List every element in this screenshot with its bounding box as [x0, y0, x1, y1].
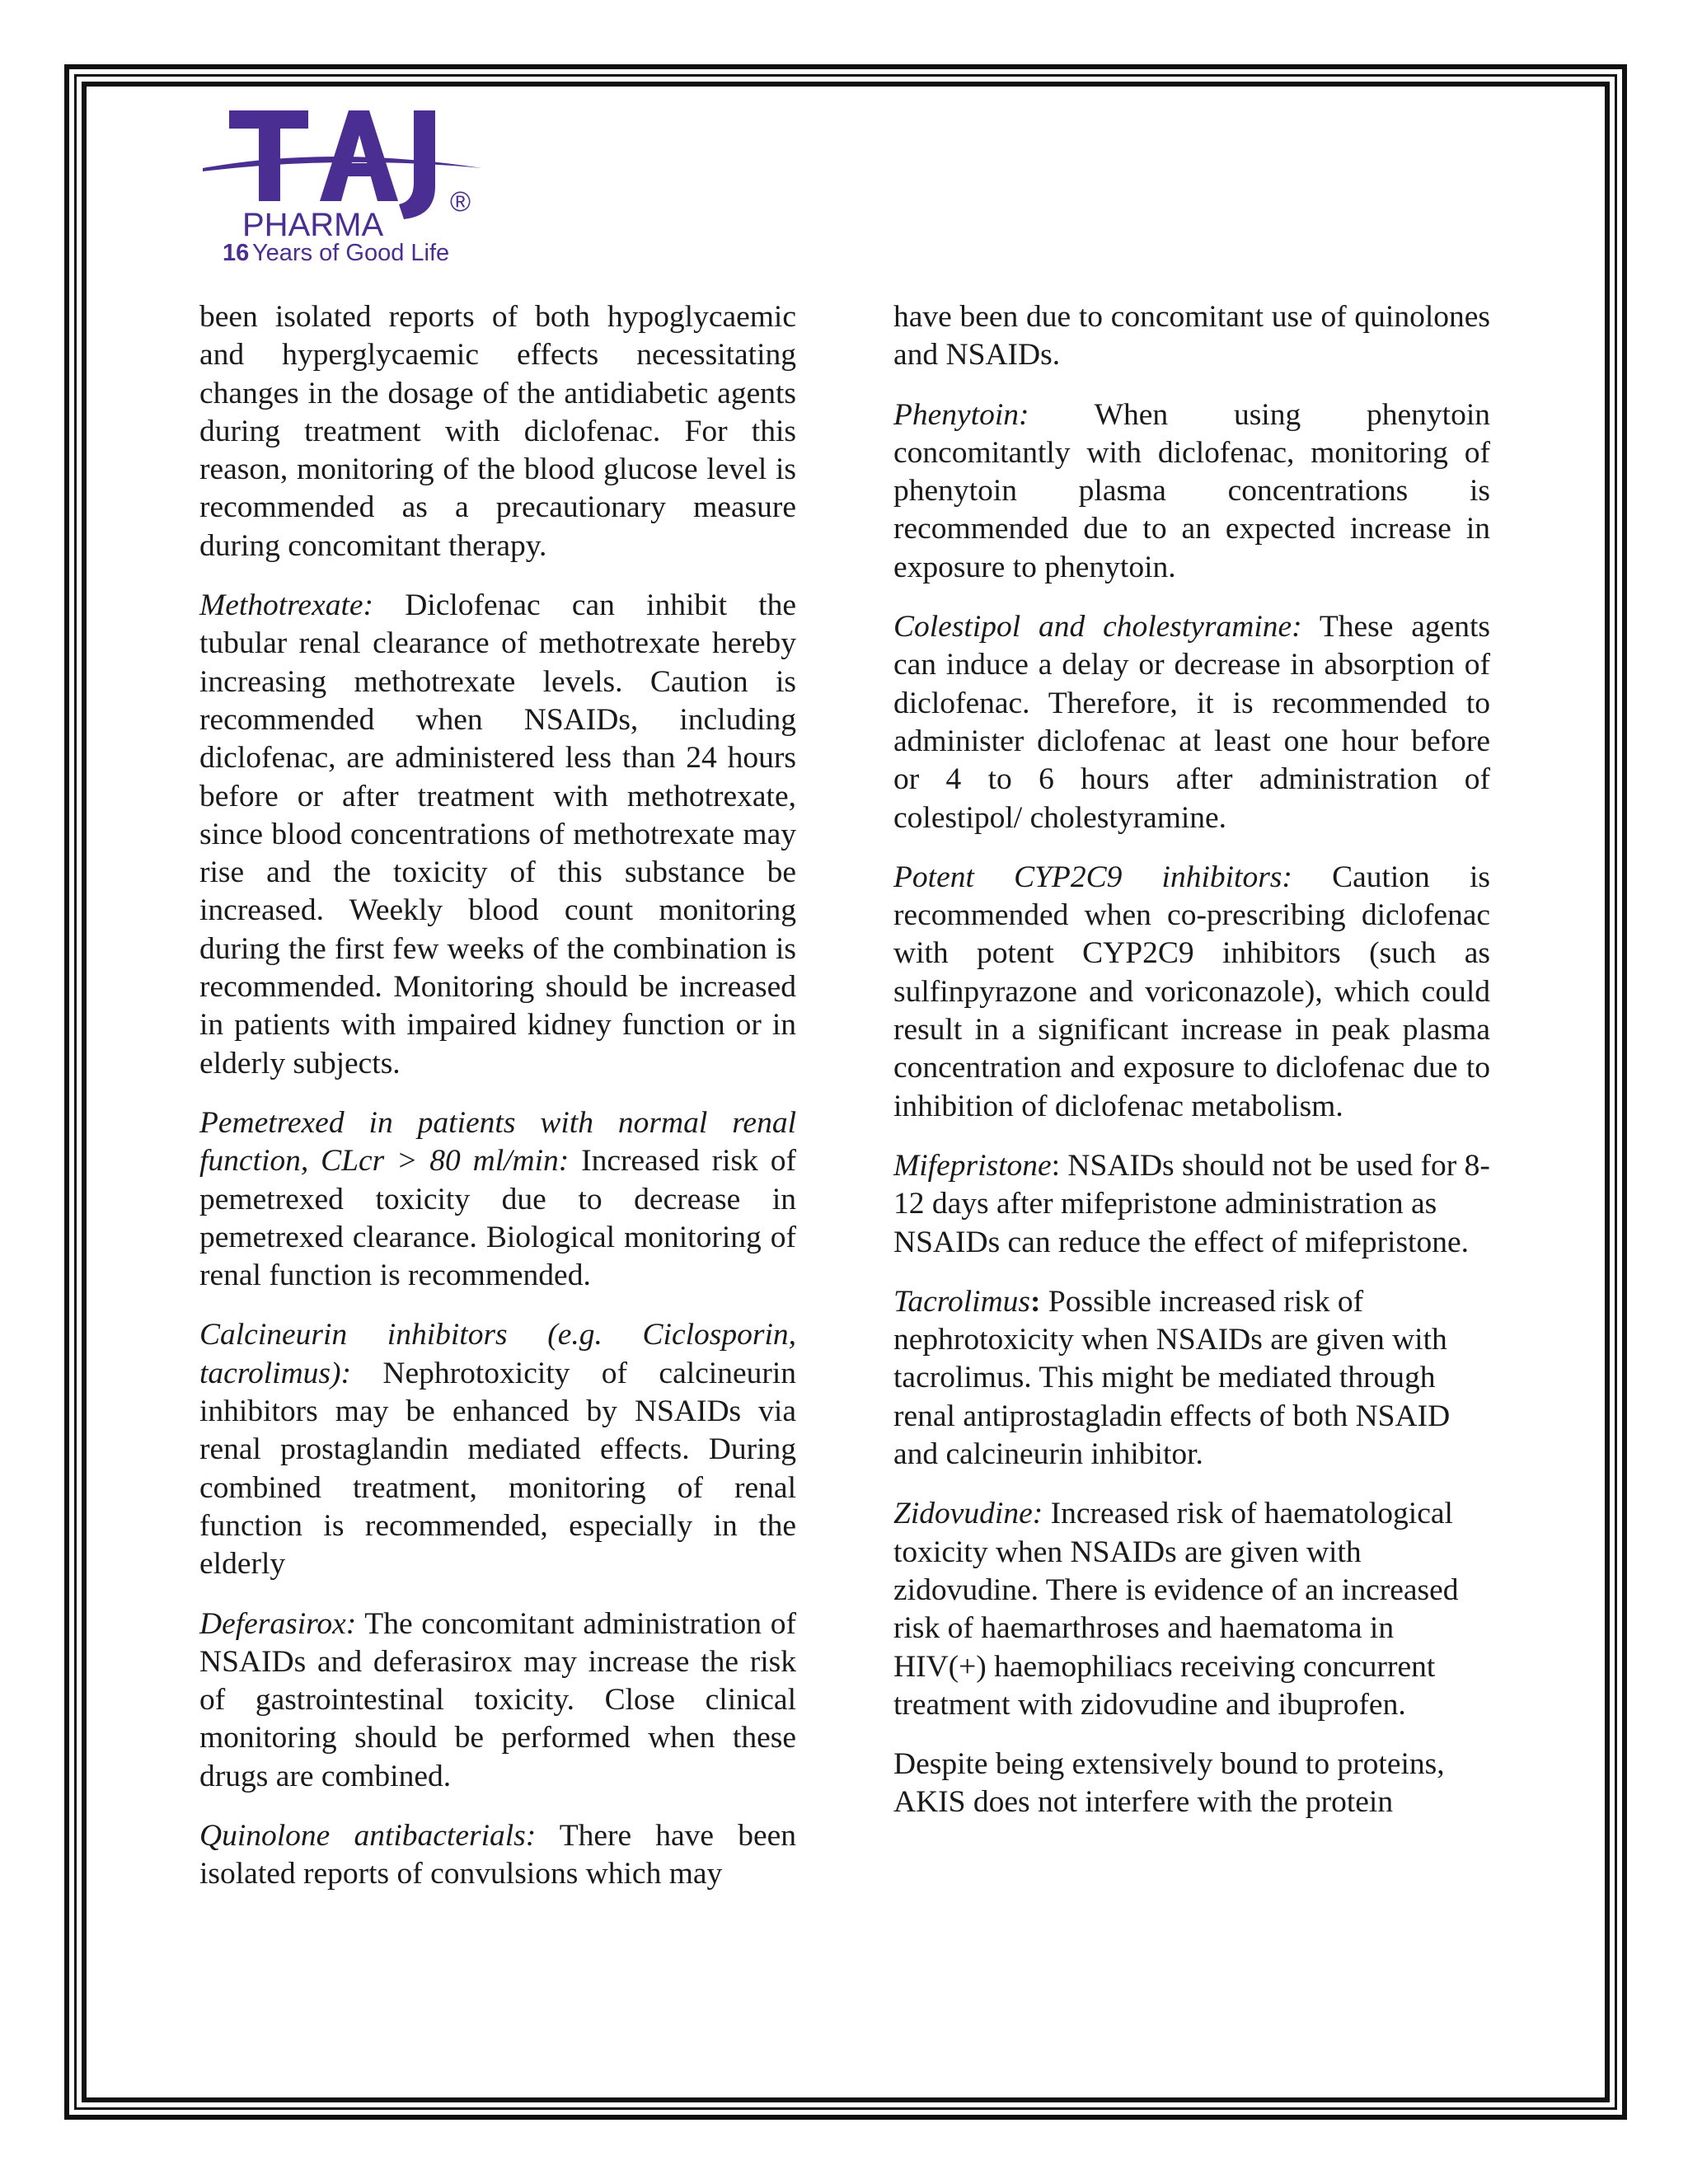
paragraph-zidovudine: Zidovudine: Increased risk of haematological toxicity when NSAIDs are given with zidovudine. There is evidence of an increased risk of haemarthroses and haematoma in HIV(+) haemophiliacs receiving concurrent treatment with zidovudine and ibuprofen. — [893, 1497, 1459, 1722]
term-deferasirox: Deferasirox: — [199, 1606, 357, 1641]
logo-tagline-text: Years of Good Life — [252, 240, 450, 265]
term-colestipol: Colestipol and cholestyramine: — [893, 610, 1302, 644]
term-mifepristone: Mifepristone — [893, 1148, 1052, 1183]
term-zidovudine: Zidovudine: — [893, 1497, 1043, 1531]
paragraph-colestipol: Colestipol and cholestyramine: These agents can induce a delay or decrease in absorption of diclofenac. Therefore, it is recommended to administer diclofenac at least one hour before or 4 to 6 hours after administration of colestipol/ cholestyramine. — [893, 610, 1490, 835]
taj-pharma-logo — [198, 104, 511, 265]
logo-registered-mark: ® — [450, 186, 471, 218]
tacrolimus-colon: : — [1030, 1284, 1041, 1319]
term-cyp2c9: Potent CYP2C9 inhibitors: — [893, 860, 1292, 894]
logo-pharma-text: PHARMA — [242, 207, 384, 243]
paragraph-cyp2c9: Potent CYP2C9 inhibitors: Caution is recommended when co-prescribing diclofenac with potent CYP2C9 inhibitors (such as sulfinpyrazone and voriconazole), which could result in a significant increase in peak plasma concentration and exposure to diclofenac due to inhibition of diclofenac metabolism. — [893, 860, 1490, 1123]
term-quinolone: Quinolone antibacterials: — [199, 1818, 537, 1853]
paragraph-protein-binding: Despite being extensively bound to proteins, AKIS does not interfere with the protein — [893, 1747, 1445, 1820]
paragraph-phenytoin: Phenytoin: When using phenytoin concomitantly with diclofenac, monitoring of phenytoin plasma concentrations is recommended due to an expected increase in exposure to phenytoin. — [893, 397, 1490, 584]
paragraph-glycaemic: been isolated reports of both hypoglycaemic and hyperglycaemic effects necessitating changes in the dosage of the antidiabetic agents during treatment with diclofenac. For this reason, monitoring of the blood glucose level is recommended as a precautionary measure during concomitant therapy. — [199, 300, 796, 563]
term-tacrolimus: Tacrolimus — [893, 1284, 1031, 1319]
paragraph-mifepristone: Mifepristone: NSAIDs should not be used for 8-12 days after mifepristone administration as NSAIDs can reduce the effect of mifepristone. — [893, 1148, 1490, 1259]
paragraph-quinolone-cont: have been due to concomitant use of quinolones and NSAIDs. — [893, 300, 1490, 373]
right-column — [893, 298, 1490, 1844]
term-pemetrexed: Pemetrexed in patients with normal renal function, CLcr > 80 ml/min: — [199, 1105, 796, 1179]
left-column — [199, 298, 796, 1915]
term-methotrexate: Methotrexate: — [199, 588, 374, 623]
paragraph-methotrexate: Methotrexate: Diclofenac can inhibit the tubular renal clearance of methotrexate hereby increasing methotrexate levels. Caution is recommended when NSAIDs, including diclofenac, are administered less than 24 hours before or after treatment with methotrexate, since blood concentrations of methotrexate may rise and the toxicity of this substance be increased. Weekly blood count monitoring during the first few weeks of the combination is recommended. Monitoring should be increased in patients with impaired kidney function or in elderly subjects. — [199, 588, 796, 1080]
paragraph-tacrolimus: Tacrolimus: Possible increased risk of nephrotoxicity when NSAIDs are given with tacrolimus. This might be mediated through renal antiprostagladin effects of both NSAID and calcineurin inhibitor. — [893, 1284, 1451, 1472]
term-phenytoin: Phenytoin: — [893, 397, 1029, 432]
term-calcineurin: Calcineurin inhibitors (e.g. Ciclosporin, tacrolimus): — [199, 1318, 796, 1390]
paragraph-quinolone: Quinolone antibacterials: There have been isolated reports of convulsions which may — [199, 1818, 796, 1891]
paragraph-deferasirox: Deferasirox: The concomitant administration of NSAIDs and deferasirox may increase the risk of gastrointestinal toxicity. Close clinical monitoring should be performed when these drugs are combined. — [199, 1606, 796, 1793]
paragraph-pemetrexed: Pemetrexed in patients with normal renal function, CLcr > 80 ml/min: Increased risk of pemetrexed toxicity due to decrease in pemetrexed clearance. Biological monitoring of renal function is recommended. — [199, 1105, 796, 1293]
logo-tagline-number: 16 — [223, 240, 250, 265]
paragraph-calcineurin: Calcineurin inhibitors (e.g. Ciclosporin, tacrolimus): Nephrotoxicity of calcineurin inhibitors may be enhanced by NSAIDs via renal prostaglandin mediated effects. During combined treatment, monitoring of renal function is recommended, especially in the elderly — [199, 1318, 796, 1582]
